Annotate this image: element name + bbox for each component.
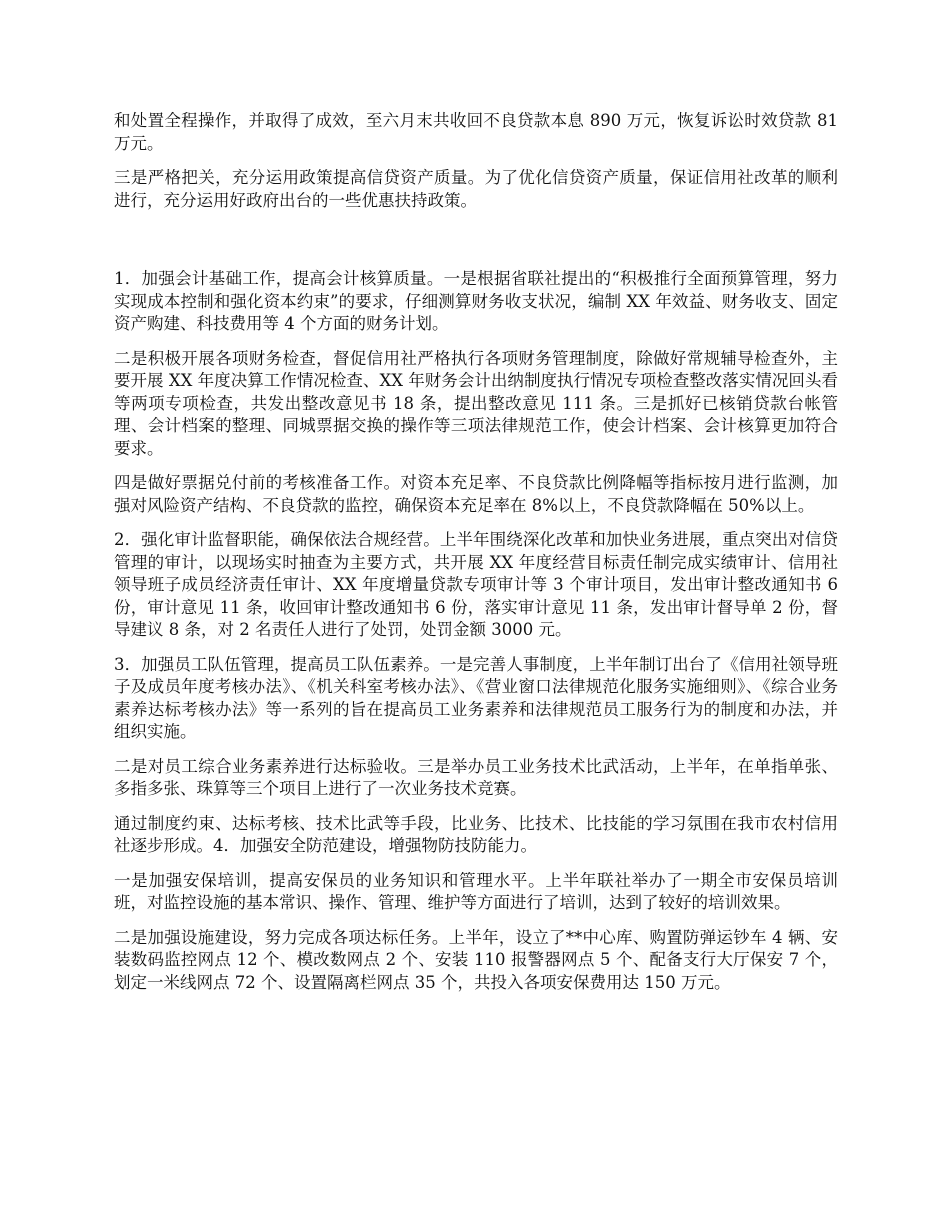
paragraph-11: 二是加强设施建设，努力完成各项达标任务。上半年，设立了**中心库、购置防弹运钞车 4 辆、安装数码监控网点 12 个、模改数网点 2 个、安装 110 报警器网点 5 个、配备支行大厅保安 7 个，划定一米线网点 72 个、设置隔离栏网点 35 个，共投入各项安保费用达 150 万元。 <box>114 927 838 992</box>
document-page <box>114 110 838 1006</box>
paragraph-7: 3．加强员工队伍管理，提高员工队伍素养。一是完善人事制度，上半年制订出台了《信用社领导班子及成员年度考核办法》、《机关科室考核办法》、《营业窗口法律规范化服务实施细则》、《综合业务素养达标考核办法》等一系列的旨在提高员工业务素养和法律规范员工服务行为的制度和办法，并组织实施。 <box>114 654 838 741</box>
paragraph-10: 一是加强安保培训，提高安保员的业务知识和管理水平。上半年联社举办了一期全市安保员培训班，对监控设施的基本常识、操作、管理、维护等方面进行了培训，达到了较好的培训效果。 <box>114 870 838 912</box>
paragraph-5: 四是做好票据兑付前的考核准备工作。对资本充足率、不良贷款比例降幅等指标按月进行监测，加强对风险资产结构、不良贷款的监控，确保资本充足率在 8%以上，不良贷款降幅在 50%以上。 <box>114 473 838 515</box>
paragraph-8: 二是对员工综合业务素养进行达标验收。三是举办员工业务技术比武活动，上半年，在单指单张、多指多张、珠算等三个项目上进行了一次业务技术竞赛。 <box>114 756 838 798</box>
section-gap <box>114 224 838 268</box>
paragraph-2: 三是严格把关，充分运用政策提高信贷资产质量。为了优化信贷资产质量，保证信用社改革的顺利进行，充分运用好政府出台的一些优惠扶持政策。 <box>114 168 838 210</box>
paragraph-4: 二是积极开展各项财务检查，督促信用社严格执行各项财务管理制度，除做好常规辅导检查外，主要开展 XX 年度决算工作情况检查、XX 年财务会计出纳制度执行情况专项检查整改落实情况回头看等两项专项检查，共发出整改意见书 18 条，提出整改意见 111 条。三是抓好已核销贷款台帐管理、会计档案的整理、同城票据交换的操作等三项法律规范工作，使会计档案、会计核算更加符合要求。 <box>114 348 838 458</box>
paragraph-1: 和处置全程操作，并取得了成效，至六月末共收回不良贷款本息 890 万元，恢复诉讼时效贷款 81 万元。 <box>114 111 838 153</box>
paragraph-6: 2．强化审计监督职能，确保依法合规经营。上半年围绕深化改革和加快业务进展，重点突出对信贷管理的审计，以现场实时抽查为主要方式，共开展 XX 年度经营目标责任制完成实绩审计、信用社领导班子成员经济责任审计、XX 年度增量贷款专项审计等 3 个审计项目，发出审计整改通知书 6 份，审计意见 11 条，收回审计整改通知书 6 份，落实审计意见 11 条，发出审计督导单 2 份，督导建议 8 条，对 2 名责任人进行了处罚，处罚金额 3000 元。 <box>114 530 838 639</box>
paragraph-3: 1．加强会计基础工作，提高会计核算质量。一是根据省联社提出的“积极推行全面预算管理，努力实现成本控制和强化资本约束”的要求，仔细测算财务收支状况，编制 XX 年效益、财务收支、固定资产购建、科技费用等 4 个方面的财务计划。 <box>114 269 838 333</box>
paragraph-9: 通过制度约束、达标考核、技术比武等手段，比业务、比技术、比技能的学习氛围在我市农村信用社逐步形成。4．加强安全防范建设，增强物防技防能力。 <box>114 813 838 855</box>
